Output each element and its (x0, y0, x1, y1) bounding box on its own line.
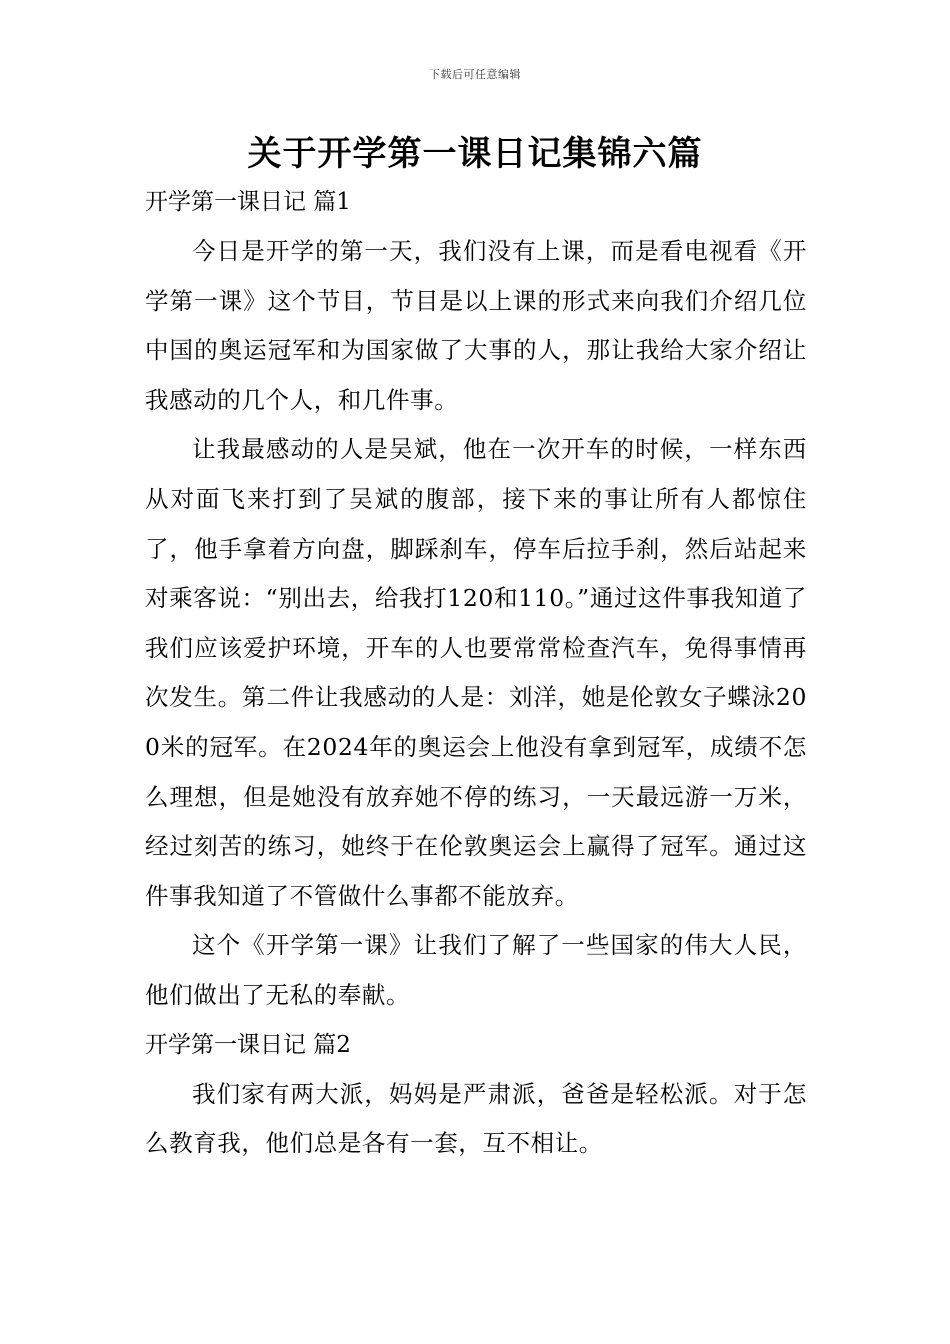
paragraph: 今日是开学的第一天，我们没有上课，而是看电视看《开学第一课》这个节目，节目是以上课的形式来向我们介绍几位中国的奥运冠军和为国家做了大事的人，那让我给大家介绍让我感动的几个人，和几件事。 (145, 237, 807, 414)
section-heading: 开学第一课日记 篇2 (145, 1031, 351, 1058)
diary-section-1 (145, 178, 807, 1021)
diary-section-2 (145, 1021, 807, 1169)
document-body (145, 178, 807, 1169)
document-title: 关于开学第一课日记集锦六篇 (247, 134, 703, 174)
paragraph: 我们家有两大派，妈妈是严肃派，爸爸是轻松派。对于怎么教育我，他们总是各有一套，互不相让。 (145, 1079, 807, 1158)
header-note: 下载后可任意编辑 (429, 68, 521, 81)
paragraph: 让我最感动的人是吴斌，他在一次开车的时候，一样东西从对面飞来打到了吴斌的腹部，接下来的事让所有人都惊住了，他手拿着方向盘，脚踩刹车，停车后拉手刹，然后站起来对乘客说：“别出去，给我打120和110。”通过这件事我知道了我们应该爱护环境，开车的人也要常常检查汽车，免得事情再次发生。第二件让我感动的人是：刘洋，她是伦敦女子蝶泳200米的冠军。在2024年的奥运会上他没有拿到冠军，成绩不怎么理想，但是她没有放弃她不停的练习，一天最远游一万米，经过刻苦的练习，她终于在伦敦奥运会上赢得了冠军。通过这件事我知道了不管做什么事都不能放弃。 (145, 435, 807, 910)
section-heading: 开学第一课日记 篇1 (145, 189, 351, 215)
paragraph: 这个《开学第一课》让我们了解了一些国家的伟大人民，他们做出了无私的奉献。 (145, 931, 807, 1009)
